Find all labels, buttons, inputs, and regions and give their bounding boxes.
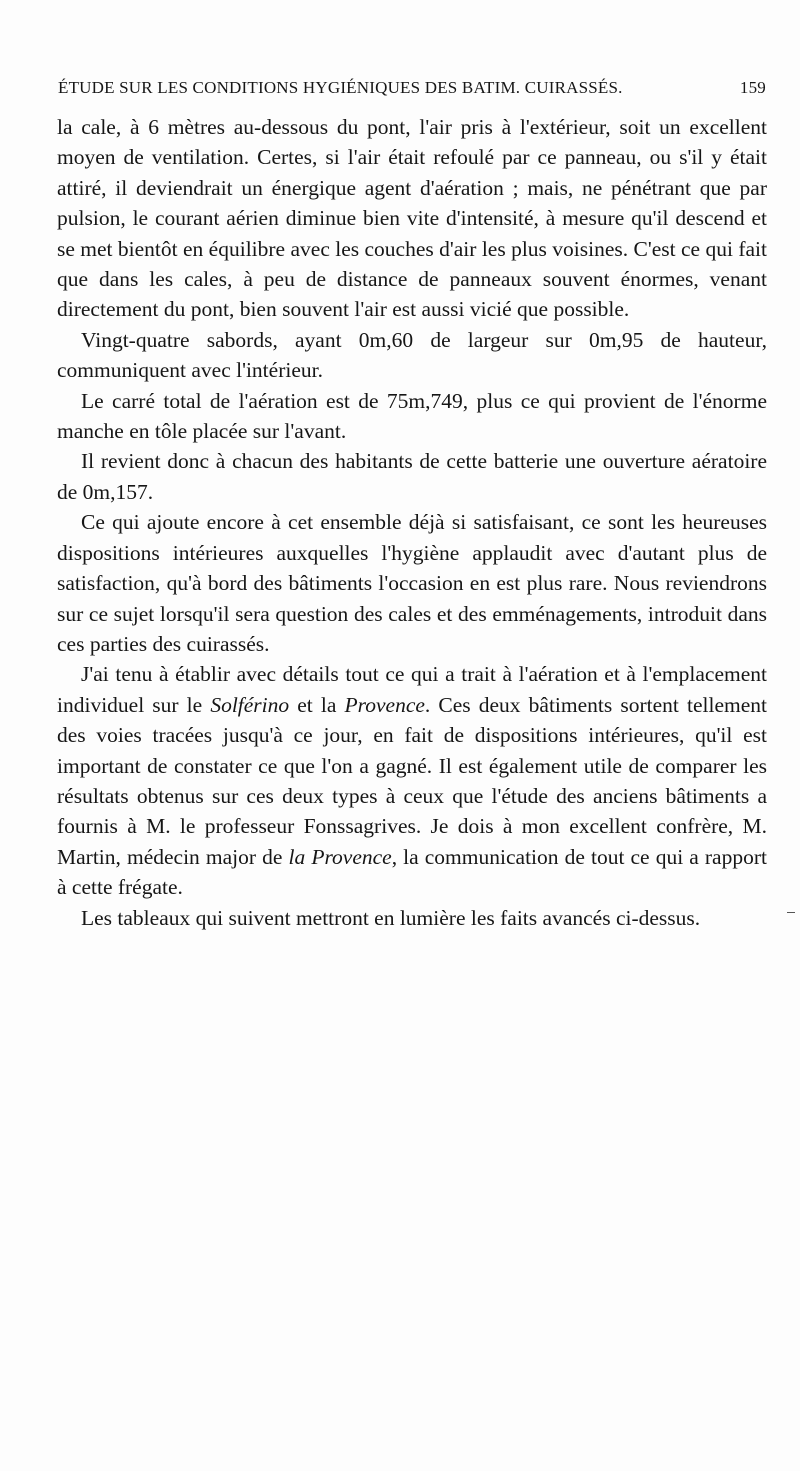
paragraph-6 <box>57 659 767 902</box>
paragraph-3: Le carré total de l'aération est de 75m,749, plus ce qui provient de l'énorme manche en tôle placée sur l'avant. <box>57 388 767 444</box>
ship-name-provence: Provence <box>344 692 425 717</box>
paragraph-1: la cale, à 6 mètres au-dessous du pont, l'air pris à l'extérieur, soit un excellent moyen de ventilation. Certes, si l'air était refoulé par ce panneau, ou s'il y était attiré, il deviendrait un énergique agent d'aération ; mais, ne pénétrant que par pulsion, le courant aérien diminue bien vite d'intensité, à mesure qu'il descend et se met bientôt en équilibre avec les couches d'air les plus voisines. C'est ce qui fait que dans les cales, à peu de distance de panneaux souvent énormes, venant directement du pont, bien souvent l'air est aussi vicié que possible. <box>57 115 767 322</box>
paragraph-2: Vingt-quatre sabords, ayant 0m,60 de largeur sur 0m,95 de hauteur, communiquent avec l'intérieur. <box>57 327 767 383</box>
paragraph-6-part-2: et la <box>289 692 345 717</box>
paragraph-6-part-4: , la communication de tout ce qui a rapport à cette frégate. <box>57 844 767 900</box>
ship-name-la-provence: la Provence <box>288 844 392 869</box>
paragraph-6-part-3: . Ces deux bâtiments sortent tellement des voies tracées jusqu'à ce jour, en fait de dispositions intérieures, qu'il est important de constater ce que l'on a gagné. Il est également utile de comparer les résultats obtenus sur ces deux types à ceux que l'étude des anciens bâtiments a fournis à M. le professeur Fonssagrives. Je dois à mon excellent confrère, M. Martin, médecin major de <box>57 692 767 869</box>
margin-mark <box>787 912 795 913</box>
ship-name-solferino: Solférino <box>210 692 290 717</box>
paragraph-4: Il revient donc à chacun des habitants de cette batterie une ouverture aératoire de 0m,157. <box>57 449 767 504</box>
paragraph-5: Ce qui ajoute encore à cet ensemble déjà si satisfaisant, ce sont les heureuses dispositions intérieures auxquelles l'hygiène applaudit avec d'autant plus de satisfaction, qu'à bord des bâtiments l'occasion en est plus rare. Nous reviendrons sur ce sujet lorsqu'il sera question des cales et des emménagements, introduit dans ces parties des cuirassés. <box>57 510 767 656</box>
page-body <box>57 112 767 933</box>
paragraph-6-part-1: J'ai tenu à établir avec détails tout ce qui a trait à l'aération et à l'emplacement individuel sur le <box>57 662 767 717</box>
running-header-title: ÉTUDE SUR LES CONDITIONS HYGIÉNIQUES DES BATIM. CUIRASSÉS. <box>58 78 623 97</box>
paragraph-7: Les tableaux qui suivent mettront en lumière les faits avancés ci-dessus. <box>81 905 701 930</box>
running-header <box>58 78 766 98</box>
page-number: 159 <box>739 78 766 97</box>
